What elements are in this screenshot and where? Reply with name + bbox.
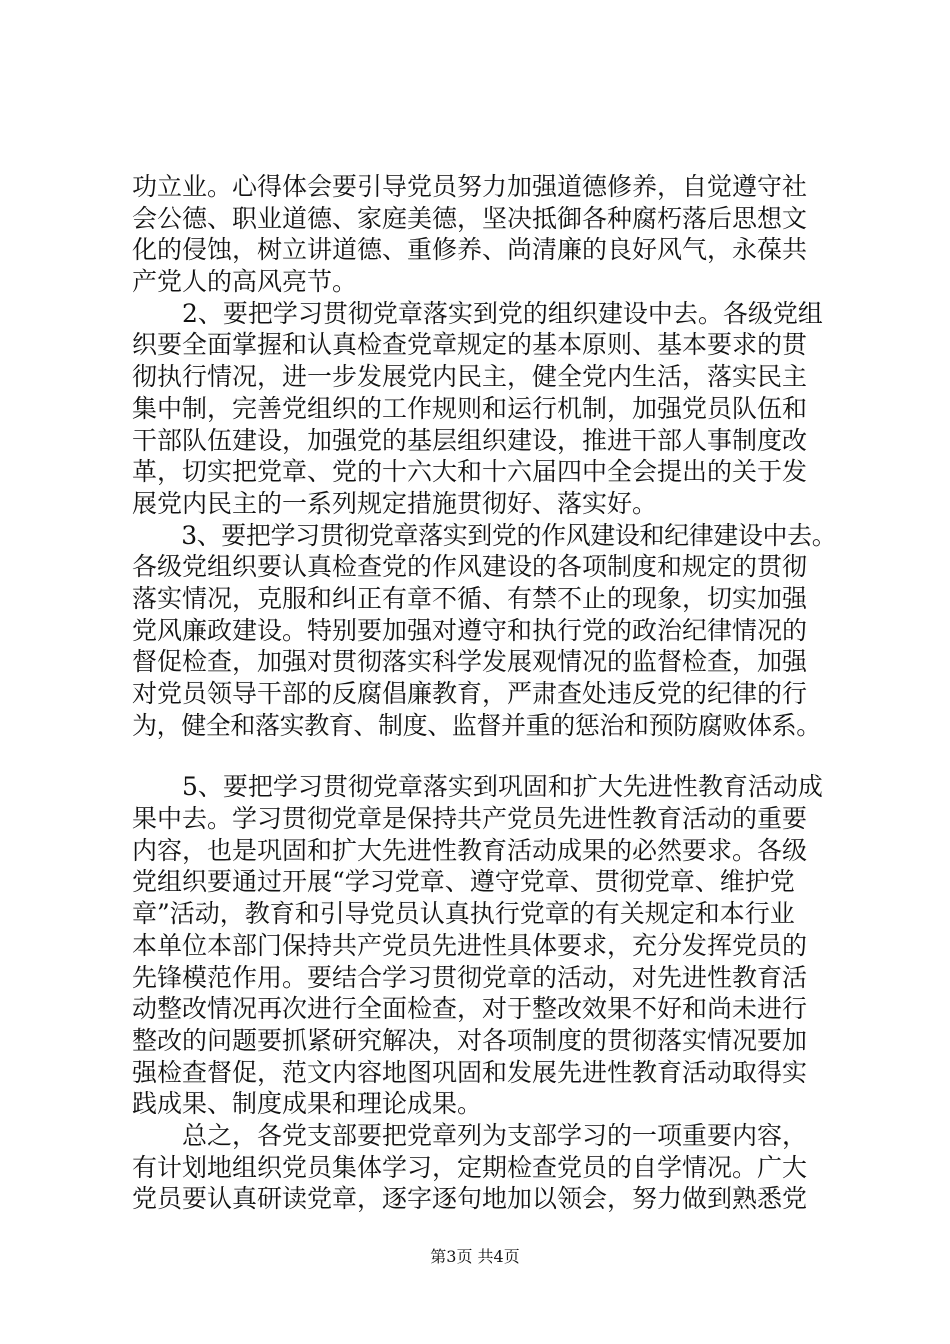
text-line: 果中去。学习贯彻党章是保持共产党员先进性教育活动的重要 (132, 804, 808, 834)
text-line: 2、要把学习贯彻党章落实到党的组织建设中去。各级党组 (132, 298, 823, 328)
text-line: 化的侵蚀，树立讲道德、重修养、尚清廉的良好风气，永葆共 (132, 235, 808, 265)
paragraph (132, 298, 852, 520)
text-line: 革，切实把党章、党的十六大和十六届四中全会提出的关于发 (132, 457, 808, 487)
text-line: 督促检查，加强对贯彻落实科学发展观情况的监督检查，加强 (132, 647, 808, 677)
page-number: 第3页 共4页 (430, 1247, 520, 1266)
paragraph (132, 771, 852, 1120)
text-line: 先锋模范作用。要结合学习贯彻党章的活动，对先进性教育活 (132, 962, 808, 992)
text-line: 会公德、职业道德、家庭美德，坚决抵御各种腐朽落后思想文 (132, 203, 808, 233)
text-line: 总之，各党支部要把党章列为支部学习的一项重要内容， (132, 1120, 808, 1150)
paragraph (132, 520, 852, 742)
text-line: 产党人的高风亮节。 (132, 267, 358, 297)
paragraph (132, 1120, 852, 1215)
text-line: 本单位本部门保持共产党员先进性具体要求，充分发挥党员的 (132, 930, 808, 960)
text-line: 章”活动，教育和引导党员认真执行党章的有关规定和本行业 (132, 899, 795, 929)
text-line: 功立业。心得体会要引导党员努力加强道德修养，自觉遵守社 (132, 172, 808, 201)
text-line: 践成果、制度成果和理论成果。 (132, 1089, 483, 1119)
paragraph (132, 171, 852, 298)
text-line: 展党内民主的一系列规定措施贯彻好、落实好。 (132, 488, 658, 518)
text-line: 5、要把学习贯彻党章落实到巩固和扩大先进性教育活动成 (132, 772, 823, 802)
text-line: 织要全面掌握和认真检查党章规定的基本原则、基本要求的贯 (132, 330, 808, 360)
document-body (132, 171, 852, 1215)
text-line: 对党员领导干部的反腐倡廉教育，严肃查处违反党的纪律的行 (132, 679, 808, 708)
text-line: 干部队伍建设，加强党的基层组织建设，推进干部人事制度改 (132, 425, 808, 455)
text-line: 彻执行情况，进一步发展党内民主，健全党内生活，落实民主 (132, 362, 808, 392)
text-line: 强检查督促，范文内容地图巩固和发展先进性教育活动取得实 (132, 1057, 808, 1087)
text-line: 党风廉政建设。特别要加强对遵守和执行党的政治纪律情况的 (132, 615, 808, 645)
text-line: 落实情况，克服和纠正有章不循、有禁不止的现象，切实加强 (132, 583, 808, 613)
text-line: 为，健全和落实教育、制度、监督并重的惩治和预防腐败体系。 (132, 710, 821, 740)
paragraph-spacer (132, 741, 852, 771)
text-line: 党组织要通过开展“学习党章、遵守党章、贯彻党章、维护党 (132, 867, 795, 897)
page-footer (0, 1247, 950, 1267)
text-line: 各级党组织要认真检查党的作风建设的各项制度和规定的贯彻 (132, 552, 808, 582)
text-line: 整改的问题要抓紧研究解决，对各项制度的贯彻落实情况要加 (132, 1025, 808, 1055)
text-line: 集中制，完善党组织的工作规则和运行机制，加强党员队伍和 (132, 393, 808, 423)
text-line: 党员要认真研读党章，逐字逐句地加以领会，努力做到熟悉党 (132, 1184, 808, 1214)
text-line: 有计划地组织党员集体学习，定期检查党员的自学情况。广大 (132, 1152, 808, 1182)
text-line: 动整改情况再次进行全面检查，对于整改效果不好和尚未进行 (132, 994, 808, 1024)
text-line: 内容，也是巩固和扩大先进性教育活动成果的必然要求。各级 (132, 835, 808, 865)
text-line: 3、要把学习贯彻党章落实到党的作风建设和纪律建设中去。 (132, 520, 837, 550)
